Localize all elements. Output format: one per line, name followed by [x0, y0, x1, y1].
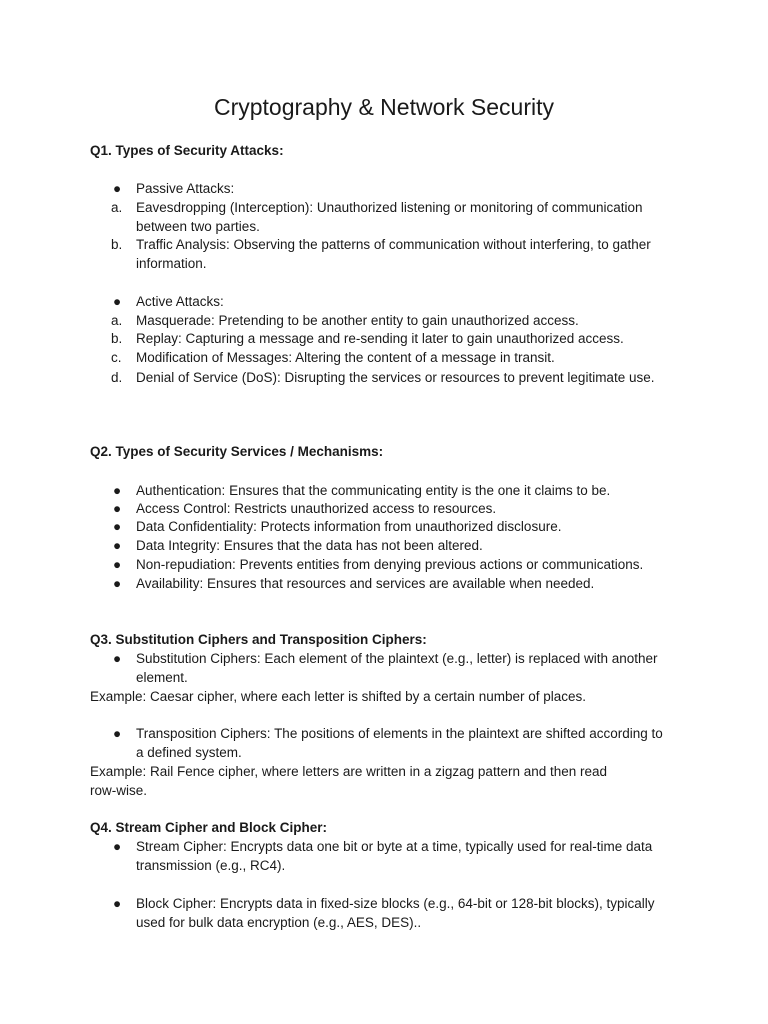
q4-heading: Q4. Stream Cipher and Block Cipher: — [90, 820, 328, 835]
bullet-marker: ● — [113, 726, 122, 741]
list-item-line: Modification of Messages: Altering the content of a message in transit. — [136, 350, 555, 365]
list-item-line: Access Control: Restricts unauthorized access to resources. — [136, 501, 497, 516]
example-line: row-wise. — [90, 783, 148, 798]
list-item-line: Substitution Ciphers: Each element of the plaintext (e.g., letter) is replaced with another — [136, 651, 658, 666]
bullet-marker: ● — [113, 896, 122, 911]
list-marker: d. — [111, 370, 123, 385]
bullet-marker: ● — [113, 483, 122, 498]
bullet-marker: ● — [113, 557, 122, 572]
q3-heading: Q3. Substitution Ciphers and Transposition Ciphers: — [90, 632, 427, 647]
bullet-marker: ● — [113, 651, 122, 666]
list-item-line: Masquerade: Pretending to be another entity to gain unauthorized access. — [136, 313, 579, 328]
bullet-marker: ● — [113, 519, 122, 534]
bullet-marker: ● — [113, 839, 122, 854]
list-item-line: Block Cipher: Encrypts data in fixed-size blocks (e.g., 64-bit or 128-bit blocks), typically — [136, 896, 655, 911]
list-item-line: Data Confidentiality: Protects information from unauthorized disclosure. — [136, 519, 562, 534]
list-item-line: Transposition Ciphers: The positions of elements in the plaintext are shifted according to — [136, 726, 663, 741]
list-item-line: Authentication: Ensures that the communicating entity is the one it claims to be. — [136, 483, 611, 498]
example-line: Example: Rail Fence cipher, where letters are written in a zigzag pattern and then read — [90, 764, 608, 779]
list-marker: c. — [111, 350, 122, 365]
list-marker: b. — [111, 331, 123, 346]
list-item-line: a defined system. — [136, 745, 242, 760]
list-item-line: Data Integrity: Ensures that the data has not been altered. — [136, 538, 483, 553]
list-item-line: Non-repudiation: Prevents entities from denying previous actions or communications. — [136, 557, 644, 572]
list-item-line: used for bulk data encryption (e.g., AES, DES).. — [136, 915, 422, 930]
bullet-marker: ● — [113, 294, 122, 309]
list-item-line: between two parties. — [136, 219, 260, 234]
list-item-line: Eavesdropping (Interception): Unauthorized listening or monitoring of communication — [136, 200, 643, 215]
list-item-line: information. — [136, 256, 207, 271]
list-item-line: element. — [136, 670, 188, 685]
example-line: Example: Caesar cipher, where each letter is shifted by a certain number of places. — [90, 689, 586, 704]
bullet-marker: ● — [113, 538, 122, 553]
bullet-marker: ● — [113, 576, 122, 591]
q1-heading: Q1. Types of Security Attacks: — [90, 143, 284, 158]
list-marker: a. — [111, 313, 123, 328]
list-marker: a. — [111, 200, 123, 215]
list-item-line: Replay: Capturing a message and re-sending it later to gain unauthorized access. — [136, 331, 624, 346]
active-attacks-label: Active Attacks: — [136, 294, 224, 309]
list-item-line: Denial of Service (DoS): Disrupting the services or resources to prevent legitimate use. — [136, 370, 655, 385]
document-title: Cryptography & Network Security — [213, 94, 554, 120]
list-item-line: Stream Cipher: Encrypts data one bit or byte at a time, typically used for real-time data — [136, 839, 653, 854]
passive-attacks-label: Passive Attacks: — [136, 181, 235, 196]
bullet-marker: ● — [113, 181, 122, 196]
list-item-line: transmission (e.g., RC4). — [136, 858, 286, 873]
list-item-line: Traffic Analysis: Observing the patterns of communication without interfering, to gather — [136, 237, 651, 252]
bullet-marker: ● — [113, 501, 122, 516]
list-item-line: Availability: Ensures that resources and services are available when needed. — [136, 576, 595, 591]
list-marker: b. — [111, 237, 123, 252]
q2-heading: Q2. Types of Security Services / Mechanisms: — [90, 444, 384, 459]
